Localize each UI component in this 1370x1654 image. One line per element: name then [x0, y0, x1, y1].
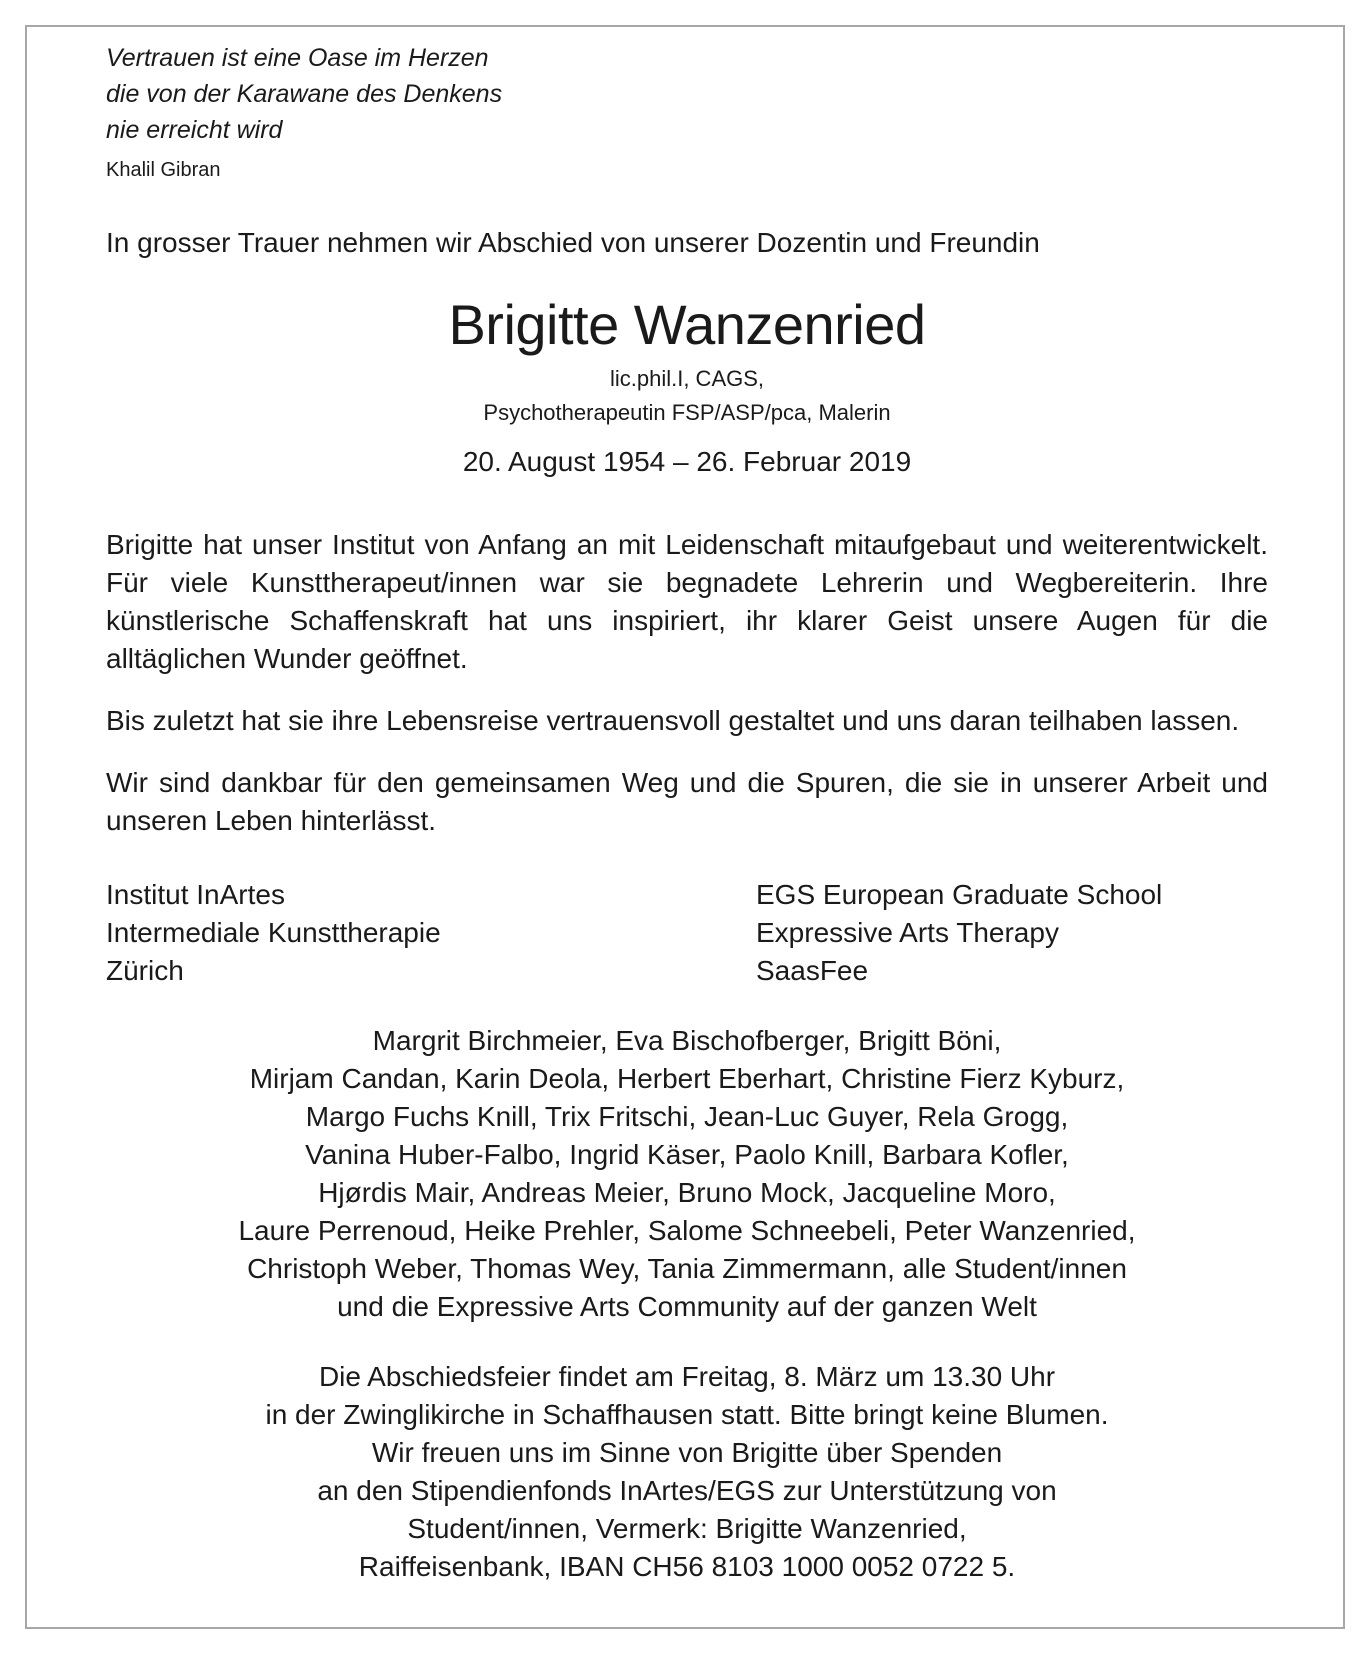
mourners-line: Mirjam Candan, Karin Deola, Herbert Eberhart, Christine Fierz Kyburz, [249, 1063, 1125, 1094]
organizations-block [106, 876, 1268, 990]
mourners-line: Laure Perrenoud, Heike Prehler, Salome Schneebeli, Peter Wanzenried, [238, 1215, 1136, 1246]
organization-line: EGS European Graduate School [756, 879, 1163, 910]
quote-author: Khalil Gibran [106, 159, 221, 181]
ceremony-info [106, 1358, 1268, 1586]
organization-line: Institut InArtes [106, 879, 285, 910]
deceased-titles [106, 362, 1268, 430]
quote-line: Vertrauen ist eine Oase im Herzen [106, 44, 489, 72]
mourners-line: Vanina Huber-Falbo, Ingrid Käser, Paolo Knill, Barbara Kofler, [305, 1139, 1069, 1170]
epigraph-quote [106, 40, 1268, 184]
body-paragraph: Bis zuletzt hat sie ihre Lebensreise vertrauensvoll gestaltet und uns daran teilhaben lassen. [106, 705, 1240, 736]
organization-line: SaasFee [756, 955, 869, 986]
ceremony-line: in der Zwinglikirche in Schaffhausen statt. Bitte bringt keine Blumen. [265, 1399, 1109, 1430]
mourners-line: Margrit Birchmeier, Eva Bischofberger, Brigitt Böni, [372, 1025, 1002, 1056]
organization-right [756, 876, 1268, 990]
life-dates: 20. August 1954 – 26. Februar 2019 [462, 446, 912, 477]
organization-left [106, 876, 756, 990]
quote-line: die von der Karawane des Denkens [106, 80, 503, 108]
mourners-list [106, 1022, 1268, 1326]
body-paragraph: Brigitte hat unser Institut von Anfang an mit Leidenschaft mitaufgebaut und weiterentwickelt. Für viele Kunsttherapeut/innen war sie begnadete Lehrerin und Wegbereiterin. Ihre künstlerische Schaffenskraft hat uns inspiriert, ihr klarer Geist unsere Augen für die alltäglichen Wunder geöffnet. [106, 529, 1268, 674]
mourners-line: Hjørdis Mair, Andreas Meier, Bruno Mock, Jacqueline Moro, [318, 1177, 1056, 1208]
organization-line: Intermediale Kunsttherapie [106, 917, 441, 948]
intro-text: In grosser Trauer nehmen wir Abschied von unserer Dozentin und Freundin [106, 227, 1040, 258]
ceremony-line: Student/innen, Vermerk: Brigitte Wanzenried, [407, 1513, 967, 1544]
ceremony-line: Wir freuen uns im Sinne von Brigitte über Spenden [371, 1437, 1003, 1468]
obituary-notice [106, 40, 1268, 1586]
organization-line: Zürich [106, 955, 184, 986]
organization-line: Expressive Arts Therapy [756, 917, 1059, 948]
deceased-name: Brigitte Wanzenried [448, 293, 926, 356]
ceremony-line: an den Stipendienfonds InArtes/EGS zur Unterstützung von [317, 1475, 1057, 1506]
quote-line: nie erreicht wird [106, 116, 283, 144]
body-paragraph: Wir sind dankbar für den gemeinsamen Weg und die Spuren, die sie in unserer Arbeit und unseren Leben hinterlässt. [106, 767, 1268, 836]
ceremony-line: Die Abschiedsfeier findet am Freitag, 8. März um 13.30 Uhr [318, 1361, 1056, 1392]
ceremony-line: Raiffeisenbank, IBAN CH56 8103 1000 0052 0722 5. [358, 1551, 1016, 1582]
title-line: lic.phil.I, CAGS, [609, 366, 765, 391]
title-line: Psychotherapeutin FSP/ASP/pca, Malerin [483, 400, 891, 425]
mourners-line: Margo Fuchs Knill, Trix Fritschi, Jean-Luc Guyer, Rela Grogg, [305, 1101, 1069, 1132]
mourners-line: Christoph Weber, Thomas Wey, Tania Zimmermann, alle Student/innen [247, 1253, 1127, 1284]
mourners-line: und die Expressive Arts Community auf der ganzen Welt [337, 1291, 1037, 1322]
